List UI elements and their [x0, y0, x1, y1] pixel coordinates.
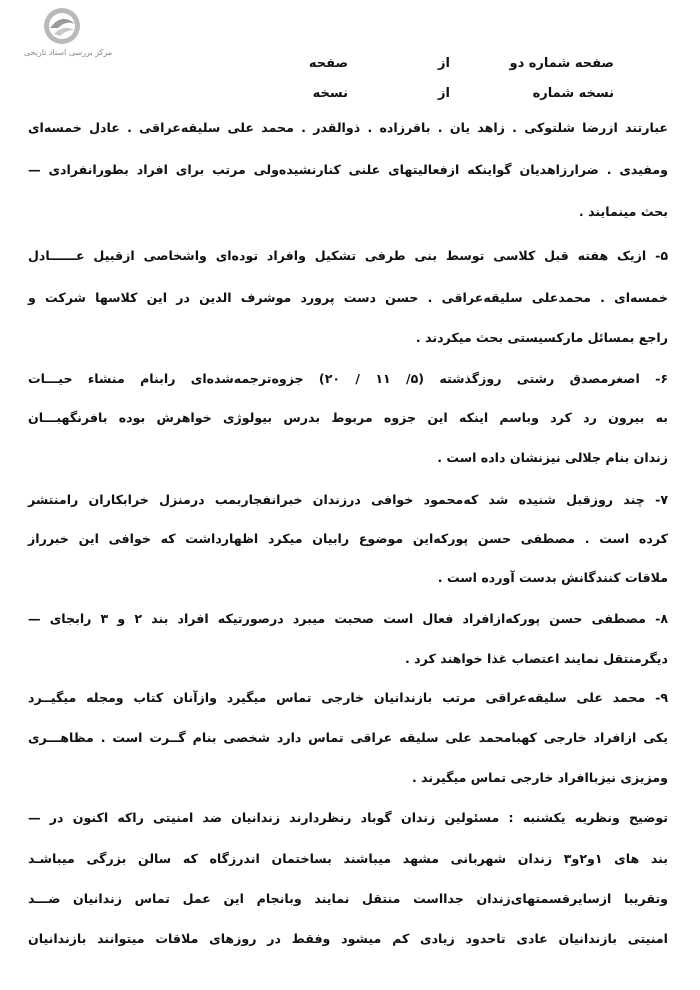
text-line: راجع بمسائل مارکسیستی بحث میکردند . [415, 330, 668, 345]
text-line: ومزیزی نیزباافراد خارجی تماس میگیرند . [411, 770, 668, 785]
text-line: ۷- چند روزقبل شنیده شد که‌محمود خوافی درزندان خبرانفجاربمب درمنزل خرابکاران رامنتشر [28, 492, 668, 507]
text-line: توضیح ونظریه یکشنبه : مسئولین زندان گوباد رنظردارند زندانیان ضد امنیتی راکه اکنون در — [28, 810, 668, 825]
header-row-copy [214, 86, 614, 104]
logo-caption: مرکز بررسی اسناد تاریخی [23, 48, 113, 57]
text-line: به بیرون رد کرد وباسم اینکه این جزوه مربوط بدرس بیولوژی خواهرش بوده بافرنگهبـــان [28, 410, 668, 425]
text-line: کرده است . مصطفی حسن پورکه‌این موضوع رابیان میکرد اظهارداشت که خوافی این خبرراز [28, 531, 668, 546]
text-line: ومفیدی . ضرارزاهدیان گواینکه ازفعالیتهای علنی کنارنشیده‌ولی مرتب برای افراد بطورانفرادی — [28, 162, 668, 177]
header-row-page [214, 56, 614, 74]
text-line: دیگرمنتقل نمایند اعتصاب غذا خواهند کرد . [405, 651, 668, 666]
copy-unit-label: نسخه [312, 86, 348, 101]
text-line: ملاقات کنندگانش بدست آورده است . [437, 570, 668, 585]
text-line: ۶- اصغرمصدق رشتی روزگذشته (۵/ ۱۱ / ۲۰) جزوه‌ترجمه‌شده‌ای رابنام منشاء حیـــات [28, 371, 669, 386]
page-number-label: صفحه شماره دو [509, 56, 614, 71]
text-line: ۵- ازیک هفته قبل کلاسی توسط بنی طرفی تشکیل وافراد توده‌ای واشخاصی ازقبیل عــــــادل [28, 248, 668, 263]
text-line: خمسه‌ای . محمدعلی سلیقه‌عراقی . حسن دست پرورد موشرف الدین در این کلاسها شرکت و [28, 290, 668, 305]
archive-emblem-icon [42, 6, 82, 46]
copy-from-label: از [438, 86, 450, 101]
text-line: زندان بنام جلالی نیزنشان داده است . [437, 450, 668, 465]
text-line: وتقریبا ازسایرقسمتهای‌زندان جدااست منتقل نمایند وبانجام این عمل تماس زندانیان ضـــد [28, 891, 668, 906]
text-line: عبارتند ازرضا شلتوکی . زاهد یان . باقرزاده . ذوالقدر . محمد علی سلیقه‌عراقی . عادل خمسه‌ای [28, 120, 668, 135]
text-line: یکی ازافراد خارجی کهبامحمد علی سلیقه عراقی تماس دارد شخصی بنام گــرت است . مظاهـــری [28, 730, 668, 745]
page-from-label: از [438, 56, 450, 71]
page-unit-label: صفحه [308, 56, 348, 71]
text-line: امنیتی بازندانیان عادی تاحدود زیادی کم میشود وفقط در روزهای ملاقات میتوانند بازندانیان [28, 931, 668, 946]
text-line: بند های ۱و۲و۳ زندان شهربانی مشهد میباشند بساختمان اندرزگاه که سالن بزرگی میباشـد [28, 851, 669, 866]
text-line: ۸- مصطفی حسن پورکه‌ازافراد فعال است صحبت میبرد درصورتیکه افراد بند ۲ و ۳ رابجای — [28, 611, 668, 626]
text-line: ۹- محمد علی سلیقه‌عراقی مرتب بازندانیان خارجی تماس میگیرد وازآنان کتاب ومجله میگیــرد [28, 690, 668, 705]
text-line: بحث مینمایند . [578, 204, 668, 219]
archive-logo [8, 6, 128, 62]
copy-number-label: نسخه شماره [532, 86, 614, 101]
